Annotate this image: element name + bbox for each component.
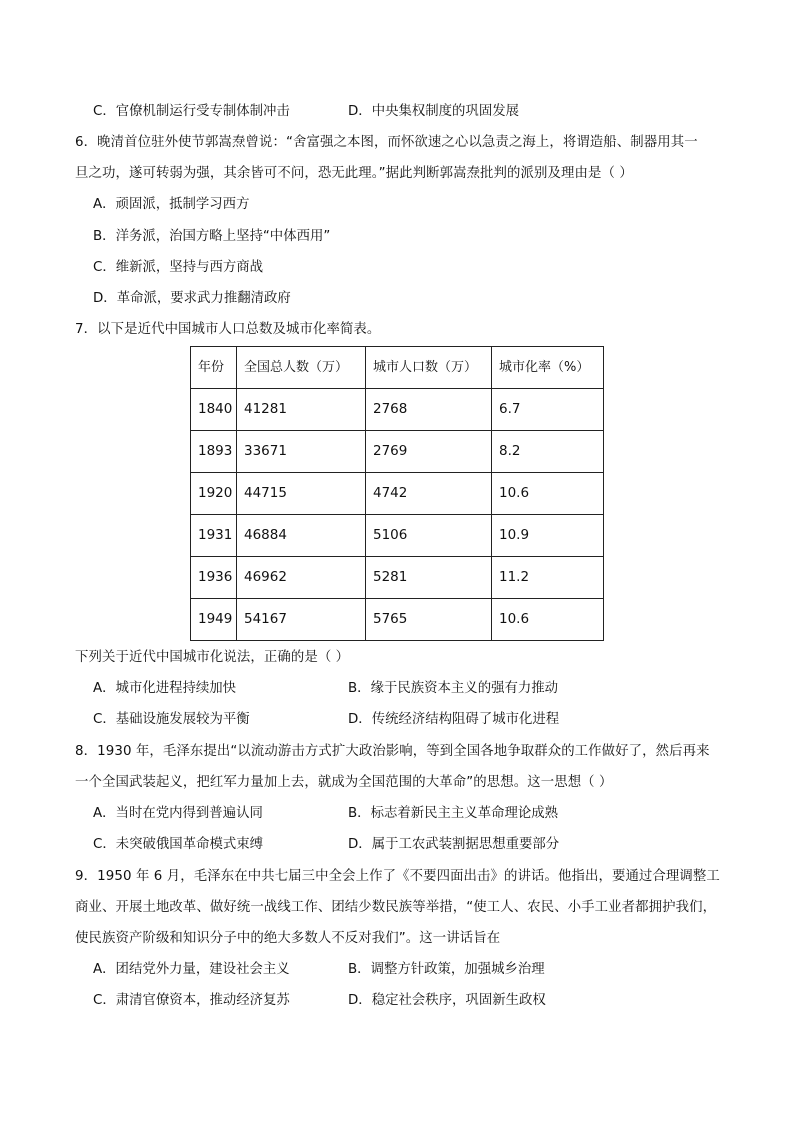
q8-stem-line-1: 8．1930 年，毛泽东提出“以流动游击方式扩大政治影响，等到全国各地争取群众的工作做好了，然后再来 xyxy=(75,744,710,759)
q9-stem-line-3: 使民族资产阶级和知识分子中的绝大多数人不反对我们”。这一讲话旨在 xyxy=(75,931,501,946)
table-cell: 4742 xyxy=(366,473,492,515)
q7-option-a: A．城市化进程持续加快 xyxy=(93,681,237,696)
table-cell: 1931 xyxy=(191,515,237,557)
table-row xyxy=(191,515,604,557)
table-cell: 1936 xyxy=(191,557,237,599)
q5-option-c: C．官僚机制运行受专制体制冲击 xyxy=(93,104,290,119)
table-cell: 46962 xyxy=(237,557,366,599)
q6-option-c: C．维新派，坚持与西方商战 xyxy=(93,260,264,275)
q7-stem: 下列关于近代中国城市化说法，正确的是（ ） xyxy=(75,650,350,665)
q7-option-d: D．传统经济结构阻碍了城市化进程 xyxy=(348,712,560,727)
table-header-row xyxy=(191,347,604,389)
q8-option-b: B．标志着新民主主义革命理论成熟 xyxy=(348,806,559,821)
table-cell: 33671 xyxy=(237,431,366,473)
urbanization-table xyxy=(190,346,604,641)
q9-stem-line-2: 商业、开展土地改革、做好统一战线工作、团结少数民族等举措，“使工人、农民、小手工业者都拥护我们， xyxy=(75,900,717,915)
table-header: 城市人口数（万） xyxy=(366,347,492,389)
q8-option-c: C．未突破俄国革命模式束缚 xyxy=(93,837,264,852)
q6-stem-line-2: 旦之功，遂可转弱为强，其余皆可不问，恐无此理。”据此判断郭嵩焘批判的派别及理由是（ ） xyxy=(75,166,633,181)
table-cell: 46884 xyxy=(237,515,366,557)
q8-option-a: A．当时在党内得到普遍认同 xyxy=(93,806,263,821)
table-cell: 54167 xyxy=(237,599,366,641)
table-header: 全国总人数（万） xyxy=(237,347,366,389)
table-row xyxy=(191,431,604,473)
table-cell: 2768 xyxy=(366,389,492,431)
q8-stem-line-2: 一个全国武装起义，把红军力量加上去，就成为全国范围的大革命”的思想。这一思想（ ） xyxy=(75,775,613,790)
q7-option-c: C．基础设施发展较为平衡 xyxy=(93,712,250,727)
table-header: 城市化率（%） xyxy=(492,347,604,389)
table-cell: 2769 xyxy=(366,431,492,473)
table-cell: 10.9 xyxy=(492,515,604,557)
table-cell: 5281 xyxy=(366,557,492,599)
q9-option-a: A．团结党外力量，建设社会主义 xyxy=(93,962,290,977)
table-row xyxy=(191,557,604,599)
table-row xyxy=(191,473,604,515)
table-row xyxy=(191,599,604,641)
q7-option-b: B．缘于民族资本主义的强有力推动 xyxy=(348,681,559,696)
table-cell: 5106 xyxy=(366,515,492,557)
q6-option-a: A．顽固派，抵制学习西方 xyxy=(93,197,250,212)
table-cell: 1840 xyxy=(191,389,237,431)
q9-option-d: D．稳定社会秩序，巩固新生政权 xyxy=(348,993,546,1008)
q7-intro: 7．以下是近代中国城市人口总数及城市化率简表。 xyxy=(75,322,381,337)
q9-option-c: C．肃清官僚资本，推动经济复苏 xyxy=(93,993,290,1008)
table-cell: 5765 xyxy=(366,599,492,641)
table-cell: 1893 xyxy=(191,431,237,473)
q8-option-d: D．属于工农武装割据思想重要部分 xyxy=(348,837,560,852)
table-cell: 41281 xyxy=(237,389,366,431)
table-cell: 8.2 xyxy=(492,431,604,473)
table-cell: 44715 xyxy=(237,473,366,515)
table-header: 年份 xyxy=(191,347,237,389)
table-cell: 6.7 xyxy=(492,389,604,431)
q5-option-d: D．中央集权制度的巩固发展 xyxy=(348,104,519,119)
table-cell: 10.6 xyxy=(492,473,604,515)
q6-option-d: D．革命派，要求武力推翻清政府 xyxy=(93,291,291,306)
q6-stem-line-1: 6．晚清首位驻外使节郭嵩焘曾说：“舍富强之本图，而怀欲速之心以急责之海上，将谓造船、制器用其一 xyxy=(75,135,698,150)
q9-option-b: B．调整方针政策，加强城乡治理 xyxy=(348,962,545,977)
q9-stem-line-1: 9．1950 年 6 月，毛泽东在中共七届三中全会上作了《不要四面出击》的讲话。他指出，要通过合理调整工 xyxy=(75,869,720,884)
table-row xyxy=(191,389,604,431)
q6-option-b: B．洋务派，治国方略上坚持“中体西用” xyxy=(93,229,331,244)
table-cell: 11.2 xyxy=(492,557,604,599)
table-cell: 1949 xyxy=(191,599,237,641)
table-cell: 1920 xyxy=(191,473,237,515)
table-cell: 10.6 xyxy=(492,599,604,641)
